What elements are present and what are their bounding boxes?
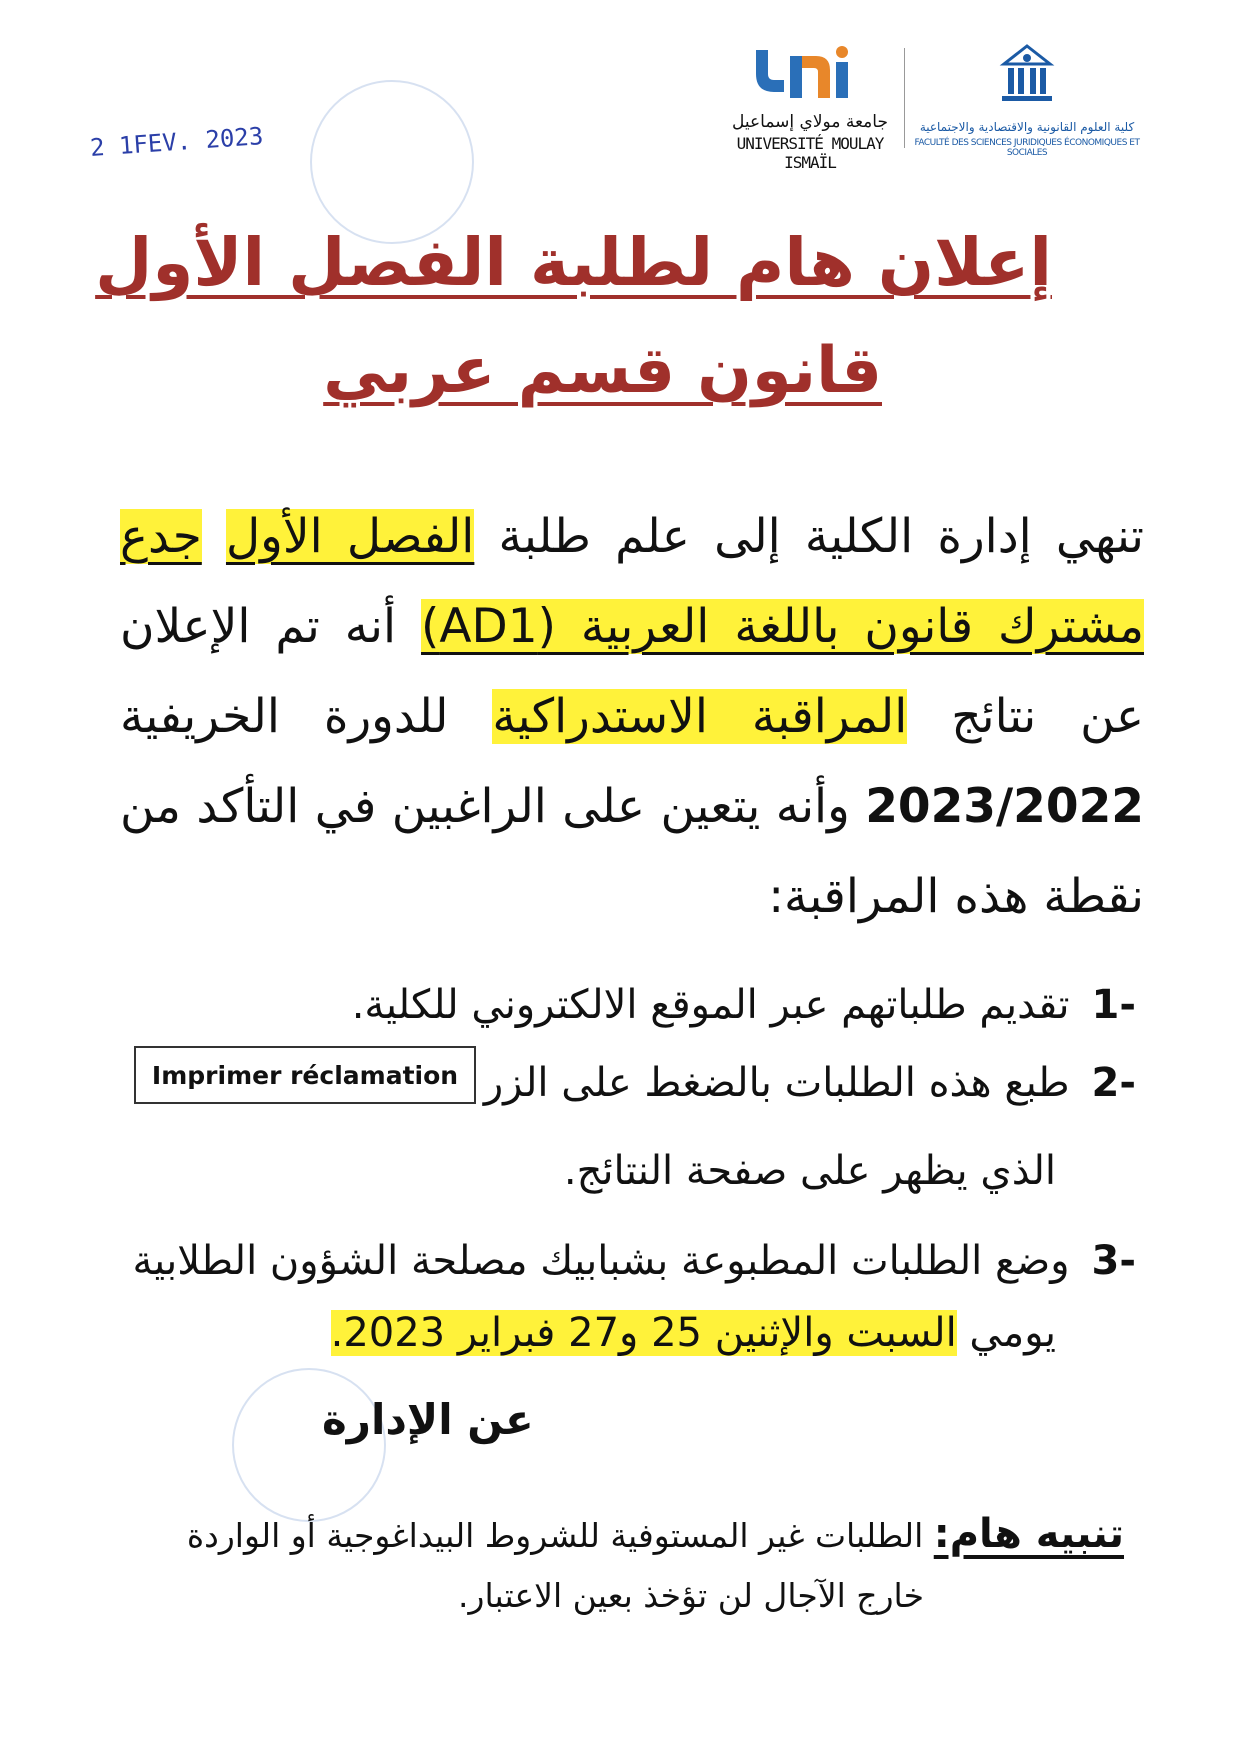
university-logo xyxy=(720,42,900,172)
body-text: أنه تم الإعلان عن نتائج xyxy=(120,599,1144,744)
print-claim-button[interactable]: Imprimer réclamation xyxy=(134,1046,476,1104)
body-text: تنهي إدارة الكلية إلى علم طلبة xyxy=(474,509,1144,564)
list-item-continuation xyxy=(331,1310,1056,1356)
list-number: -3 xyxy=(1091,1238,1136,1284)
list-text: يومي xyxy=(956,1310,1056,1356)
list-text: طبع هذه الطلبات بالضغط على الزر xyxy=(483,1060,1070,1106)
university-name-ar: جامعة مولاي إسماعيل xyxy=(732,112,888,132)
highlight-dates: السبت والإثنين 25 و27 فبراير 2023. xyxy=(330,1310,957,1356)
faculty-name-ar: كلية العلوم القانونية والاقتصادية والاجتماعية xyxy=(919,120,1135,134)
signoff: عن الإدارة xyxy=(322,1395,534,1444)
important-note xyxy=(114,1504,1124,1626)
highlight-program: جدع مشترك قانون باللغة العربية (AD1) xyxy=(120,509,1144,654)
list-number: -1 xyxy=(1091,982,1136,1028)
list-text: وضع الطلبات المطبوعة بشبابيك مصلحة الشؤون الطلابية xyxy=(132,1238,1070,1284)
faculty-logo xyxy=(912,42,1142,158)
note-text: خارج الآجال لن تؤخذ بعين الاعتبار. xyxy=(458,1576,924,1615)
body-text: للدورة الخريفية xyxy=(120,689,493,744)
faculty-seal-icon xyxy=(232,1368,386,1522)
highlight-exam: المراقبة الاستدراكية xyxy=(492,689,908,744)
faculty-building-icon xyxy=(998,42,1056,106)
logo-divider xyxy=(904,48,905,148)
list-text: تقديم طلباتهم عبر الموقع الالكتروني للكلية. xyxy=(351,982,1070,1028)
note-text: الطلبات غير المستوفية للشروط البيداغوجية أو الواردة xyxy=(186,1516,934,1555)
list-item xyxy=(352,982,1136,1028)
date-stamp: 2 1FEV. 2023 xyxy=(89,121,265,163)
list-item-continuation: الذي يظهر على صفحة النتائج. xyxy=(563,1148,1056,1194)
list-item xyxy=(133,1238,1136,1284)
note-label: تنبيه هام: xyxy=(933,1511,1124,1557)
faculty-seal-icon xyxy=(310,80,474,244)
umi-logo-icon xyxy=(750,42,870,104)
list-number: -2 xyxy=(1091,1060,1136,1106)
list-item xyxy=(484,1060,1136,1106)
page-title: إعلان هام لطلبة الفصل الأول xyxy=(95,224,1052,301)
announcement-body xyxy=(120,492,1144,942)
body-text: وأنه يتعين على الراغبين في التأكد من نقطة هذه المراقبة: xyxy=(120,779,1144,924)
university-name-fr: UNIVERSITÉ MOULAY ISMAÏL xyxy=(736,134,884,172)
academic-year: 2023/2022 xyxy=(865,779,1144,834)
highlight-semester: الفصل الأول xyxy=(225,509,475,564)
page-subtitle: قانون قسم عربي xyxy=(323,334,882,408)
faculty-name-fr: FACULTÉ DES SCIENCES JURIDIQUES ÉCONOMIQUES ET SOCIALES xyxy=(914,138,1140,158)
